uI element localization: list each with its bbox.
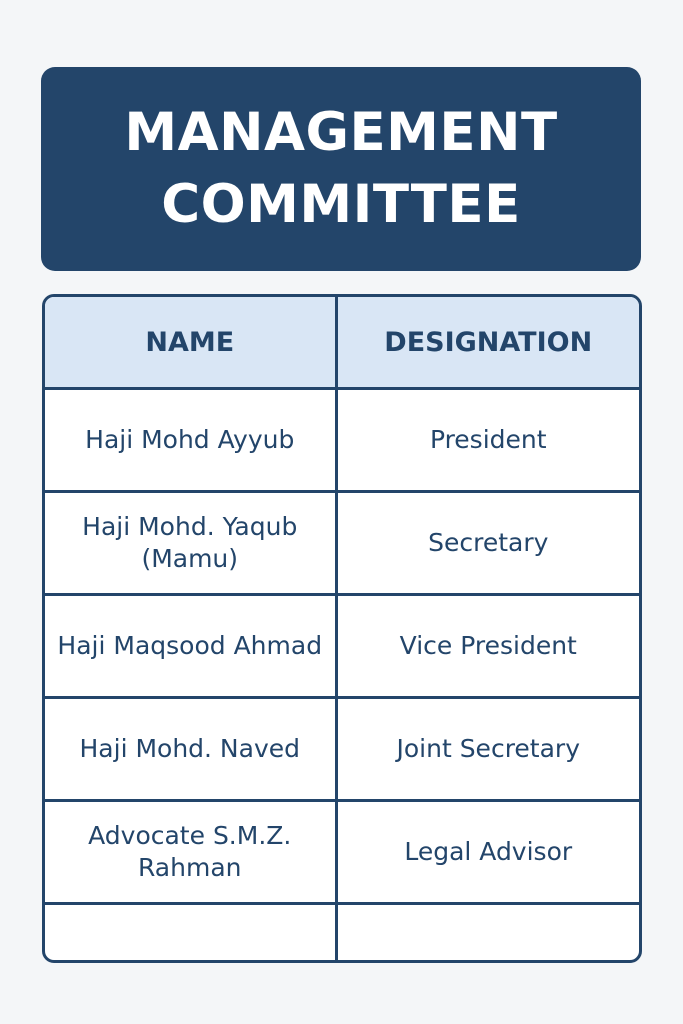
member-name: Advocate S.M.Z. Rahman: [45, 801, 336, 904]
table-row: [45, 698, 639, 801]
page-title-line-1: MANAGEMENT: [124, 102, 558, 163]
member-name-empty: [45, 904, 336, 964]
table-row: [45, 492, 639, 595]
member-name: Haji Mohd. Yaqub (Mamu): [45, 492, 336, 595]
table-row: [45, 389, 639, 492]
member-designation: Joint Secretary: [336, 698, 639, 801]
member-designation-empty: [336, 904, 639, 964]
member-designation: Secretary: [336, 492, 639, 595]
member-designation: Vice President: [336, 595, 639, 698]
committee-table: [42, 294, 642, 963]
member-name: Haji Mohd. Naved: [45, 698, 336, 801]
column-header-name: NAME: [45, 297, 336, 389]
table-header-row: [45, 297, 639, 389]
column-header-designation: DESIGNATION: [336, 297, 639, 389]
table-row: [45, 801, 639, 904]
table-row-empty: [45, 904, 639, 964]
title-banner: [41, 67, 641, 271]
member-designation: President: [336, 389, 639, 492]
member-name: Haji Maqsood Ahmad: [45, 595, 336, 698]
page-title-line-2: COMMITTEE: [161, 174, 521, 235]
table-row: [45, 595, 639, 698]
member-designation: Legal Advisor: [336, 801, 639, 904]
member-name: Haji Mohd Ayyub: [45, 389, 336, 492]
